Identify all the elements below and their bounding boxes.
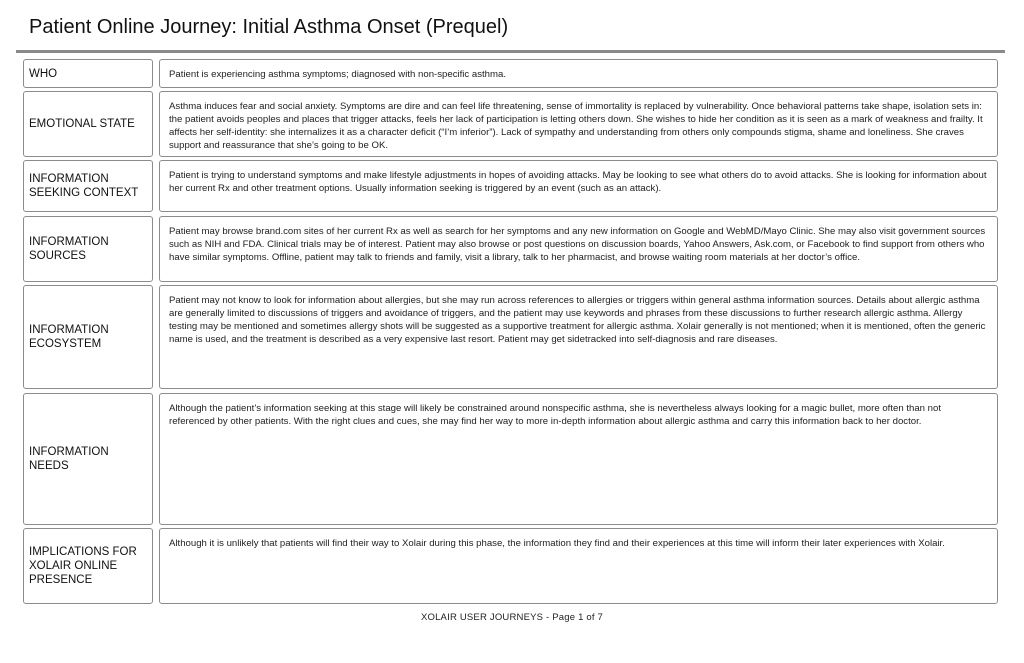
- row-content-text: Although the patient’s information seeking at this stage will likely be constrained around nonspecific asthma, she is nevertheless always looking for a magic bullet, more often than not referenced by other patients. With the right clues and cues, she may find her way to more in-depth information about allergic asthma and carry this information back to her doctor.: [169, 403, 942, 427]
- row-label-box: [23, 528, 153, 604]
- journey-row-who: [23, 59, 998, 88]
- row-label-box: [23, 393, 153, 525]
- row-label-box: [23, 216, 153, 282]
- row-label-box: [23, 160, 153, 212]
- row-label: IMPLICATIONS FOR XOLAIR ONLINE PRESENCE: [29, 546, 137, 586]
- journey-row-information-sources: [23, 216, 998, 282]
- row-content-text: Although it is unlikely that patients will find their way to Xolair during this phase, the information they find and their experiences at this time will inform their later experiences with Xolair.: [169, 538, 945, 549]
- journey-row-information-needs: [23, 393, 998, 525]
- row-label: INFORMATION ECOSYSTEM: [29, 324, 109, 350]
- row-content-text: Patient may browse brand.com sites of her current Rx as well as search for her symptoms and any new information on Google and WebMD/Mayo Clinic. She may also visit government sources such as NIH and FDA. Clinical trials may be of interest. Patient may also browse or post questions on discussion boards, Yahoo Answers, Ask.com, or Facebook to find support from others who have similar symptoms. Offline, patient may talk to friends and family, visit a library, talk to her pharmacist, and browse waiting room materials at her doctor’s office.: [169, 226, 986, 263]
- row-label: INFORMATION NEEDS: [29, 446, 109, 472]
- title-divider: [16, 50, 1005, 53]
- journey-row-emotional-state: [23, 91, 998, 157]
- page-title: Patient Online Journey: Initial Asthma Onset (Prequel): [29, 16, 509, 38]
- row-content-text: Patient is trying to understand symptoms and make lifestyle adjustments in hopes of avoiding attacks. May be looking to see what others do to avoid attacks. She is looking for information about her current Rx and other treatment options. Usually information seeking is triggered by an event (such as an attack).: [169, 170, 987, 194]
- row-content-box: [159, 160, 998, 212]
- row-content-box: [159, 285, 998, 389]
- row-content-box: [159, 528, 998, 604]
- journey-row-implications: [23, 528, 998, 604]
- row-label: INFORMATION SEEKING CONTEXT: [29, 173, 139, 199]
- page-footer: XOLAIR USER JOURNEYS - Page 1 of 7: [420, 612, 604, 623]
- row-label: INFORMATION SOURCES: [29, 236, 109, 262]
- row-label: WHO: [29, 67, 58, 80]
- row-label-box: [23, 59, 153, 88]
- row-content-box: [159, 91, 998, 157]
- row-content-box: [159, 216, 998, 282]
- row-content-text: Asthma induces fear and social anxiety. Symptoms are dire and can feel life threatening, sense of immortality is replaced by vulnerability. Once behavioral patterns take shape, isolation sets in: the patient avoids peoples and places that trigger attacks, feels her lack of participation is letting others down. She wishes to hide her condition as it is seen as a mark of weakness and frailty. It affects her self-identity: she internalizes it as a character deficit (“I’m inferior”). Lack of sympathy and understanding from others only compounds stigma, shame and loneliness. She craves support and reassurance that she’s going to be OK.: [169, 101, 983, 151]
- row-label-box: [23, 285, 153, 389]
- journey-row-information-ecosystem: [23, 285, 998, 389]
- row-content-text: Patient may not know to look for information about allergies, but she may run across references to allergies or triggers within general asthma information sources. Details about allergic asthma are generally limited to discussions of triggers and avoidance of triggers, and the patient may use keywords and phrases from these discussions to further research allergic asthma. Allergy testing may be mentioned and sometimes allergy shots will be suggested as a supportive treatment for allergic asthma. Xolair generally is not mentioned; when it is mentioned, often the generic name is used, and the treatment is described as a very expensive last resort. Patient may get sidetracked into self-diagnosis and rare diseases.: [169, 295, 986, 345]
- row-content-text: Patient is experiencing asthma symptoms; diagnosed with non-specific asthma.: [169, 69, 507, 80]
- row-content-box: [159, 59, 998, 88]
- row-content-box: [159, 393, 998, 525]
- journey-row-information-seeking-context: [23, 160, 998, 212]
- row-label: EMOTIONAL STATE: [29, 118, 135, 130]
- row-label-box: [23, 91, 153, 157]
